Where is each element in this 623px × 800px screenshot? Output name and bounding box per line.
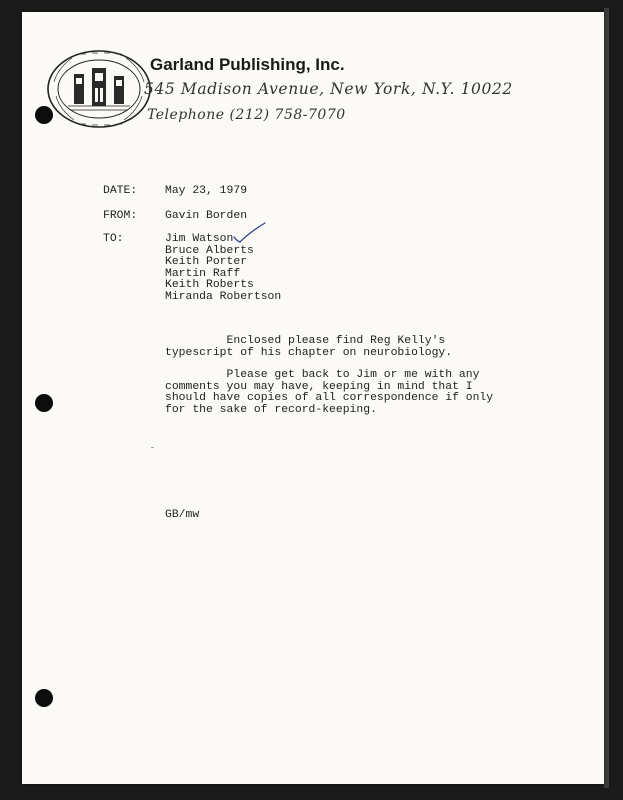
recipient-item: Martin Raff [165, 267, 241, 280]
recipient-item: Miranda Robertson [165, 290, 282, 303]
date-value: May 23, 1979 [165, 185, 248, 197]
body-line: Please get back to Jim or me with any [165, 369, 480, 381]
handwritten-check-mark [232, 222, 266, 244]
date-label: DATE: [103, 185, 138, 197]
company-telephone: Telephone (212) 758-7070 [147, 107, 346, 123]
punch-hole [35, 394, 53, 412]
body-line: comments you may have, keeping in mind that I [165, 380, 473, 393]
recipient-item: Bruce Alberts [165, 244, 254, 257]
page-edge [604, 8, 609, 788]
recipient-item: Jim Watson [165, 233, 234, 245]
company-seal-logo [46, 48, 152, 130]
to-label: TO: [103, 233, 124, 245]
body-line: typescript of his chapter on neurobiology. [165, 346, 453, 359]
company-address: 545 Madison Avenue, New York, N.Y. 10022 [144, 80, 513, 98]
recipient-item: Keith Porter [165, 256, 248, 268]
company-name: Garland Publishing, Inc. [150, 55, 345, 74]
body-line: should have copies of all correspondence if only [165, 392, 494, 404]
recipient-item: Keith Roberts [165, 279, 254, 291]
from-value: Gavin Borden [165, 210, 248, 222]
body-line: Enclosed please find Reg Kelly's [165, 335, 446, 347]
from-label: FROM: [103, 210, 138, 222]
body-line: for the sake of record-keeping. [165, 403, 377, 416]
typist-initials: GB/mw [165, 509, 200, 521]
paper-speck [151, 447, 154, 448]
punch-hole [35, 689, 53, 707]
